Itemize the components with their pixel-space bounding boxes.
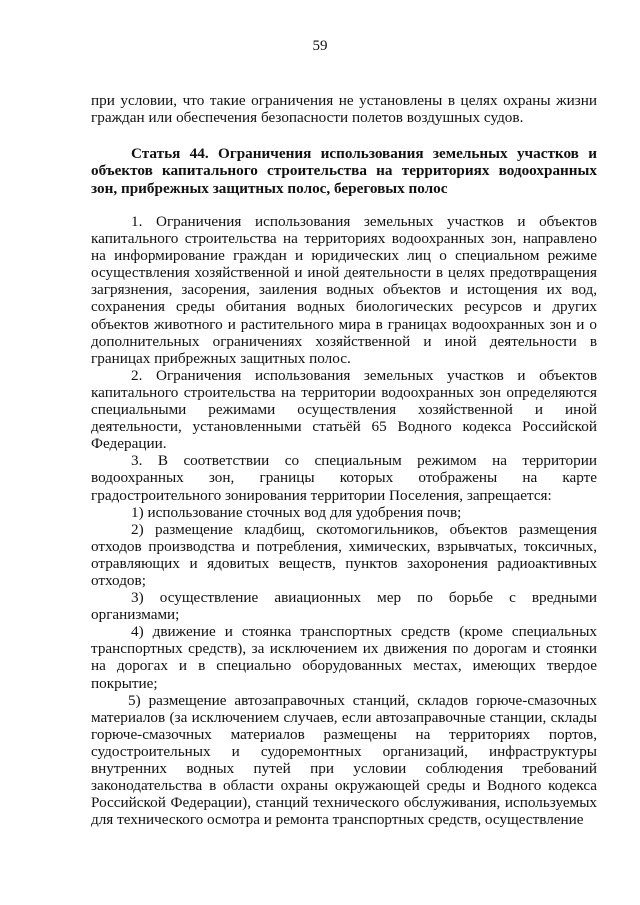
list-item-5: 5) размещение автозаправочных станций, складов горюче-смазочных материалов (за исключением случаев, если автозаправочные станции, склады горюче-смазочных материалов размещены на территориях портов, судостроительных и судоремонтных организаций, инфраструктуры внутренних водных путей при условии соблюдения требований законодательства в области охраны окружающей среды и Водного кодекса Российской Федерации), станций технического обслуживания, используемых для технического осмотра и ремонта транспортных средств, осуществление	[91, 691, 597, 829]
list-item-4: 4) движение и стоянка транспортных средств (кроме специальных транспортных средств), за исключением их движения по дорогам и стоянки на дорогах и в специально оборудованных местах, имеющих твердое покрытие;	[91, 623, 597, 692]
page-number: 59	[312, 38, 328, 54]
paragraph-2: 2. Ограничения использования земельных участков и объектов капитального строительства на территории водоохранных зон определяются специальными режимами осуществления хозяйственной и иной деятельности, установленными статьёй 65 Водного кодекса Российской Федерации.	[91, 366, 597, 453]
article-heading-block	[91, 145, 597, 197]
list-item-3: 3) осуществление авиационных мер по борьбе с вредными организмами;	[91, 589, 597, 624]
article-body	[91, 213, 597, 828]
paragraph-3: 3. В соответствии со специальным режимом на территории водоохранных зон, границы которых отображены на карте градостроительного зонирования территории Поселения, запрещается:	[91, 452, 597, 504]
continuation-paragraph: при условии, что такие ограничения не установлены в целях охраны жизни граждан или обеспечения безопасности полетов воздушных судов.	[91, 92, 597, 127]
paragraph-1: 1. Ограничения использования земельных участков и объектов капитального строительства на территориях водоохранных зон, направлено на информирование граждан и юридических лиц о специальном режиме осуществления хозяйственной и иной деятельности в целях предотвращения загрязнения, засорения, заиления водных объектов и истощения их вод, сохранения среды обитания водных биологических ресурсов и других объектов животного и растительного мира в границах водоохранных зон и о дополнительных ограничениях хозяйственной и иной деятельности в границах прибрежных защитных полос.	[91, 213, 597, 367]
list-item-1: 1) использование сточных вод для удобрения почв;	[131, 503, 462, 521]
continuation-block	[91, 92, 597, 126]
list-item-2: 2) размещение кладбищ, скотомогильников, объектов размещения отходов производства и потребления, химических, взрывчатых, токсичных, отравляющих и ядовитых веществ, пунктов захоронения радиоактивных отходов;	[91, 520, 597, 589]
article-heading: Статья 44. Ограничения использования земельных участков и объектов капитального строительства на территориях водоохранных зон, прибрежных защитных полос, береговых полос	[91, 145, 597, 197]
